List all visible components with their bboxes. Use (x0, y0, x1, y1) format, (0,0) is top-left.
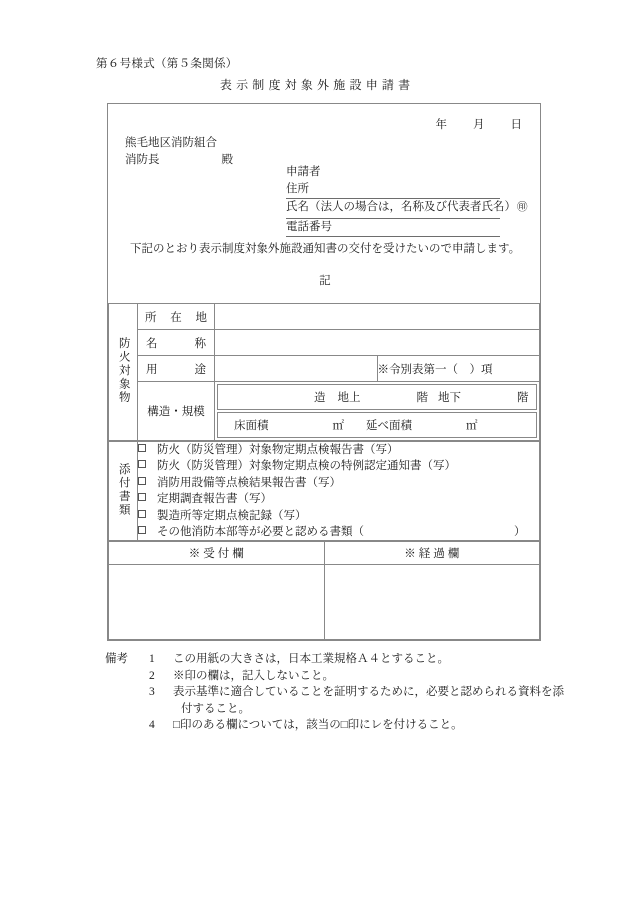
name-label-cell (138, 330, 215, 356)
applicant-name-field[interactable] (286, 199, 528, 219)
structure-line-cell[interactable] (217, 384, 537, 410)
area-line-row (217, 412, 537, 438)
building-side-label-cell (109, 304, 138, 441)
progress-column-label: ※経過欄 (404, 548, 463, 561)
floor-area-label: 床面積 (234, 420, 269, 432)
document-title: 表示制度対象外施設申請書 (219, 78, 415, 92)
list-item[interactable] (138, 458, 539, 474)
addressee-block (125, 135, 233, 169)
attachment-label-prefix: その他消防本部等が必要と認める書類（ (157, 526, 364, 539)
list-item[interactable] (138, 491, 539, 507)
use-label: 用途 (146, 363, 206, 376)
remarks-spacer (105, 684, 149, 701)
form-number: 第６号様式（第５条関係） (96, 58, 238, 70)
applicant-label: 申請者 (286, 166, 321, 178)
checkbox-icon[interactable] (138, 477, 146, 485)
office-body-row (109, 565, 540, 640)
remarks-item-3 (105, 684, 565, 701)
addressee-honorific: 殿 (221, 154, 233, 166)
date-line (436, 116, 523, 132)
checkbox-icon[interactable] (138, 493, 146, 501)
below-ground-label: 地下 (438, 392, 461, 404)
use-label-cell (138, 356, 215, 382)
office-use-table (108, 541, 540, 640)
attachments-side-label: 添付書類 (117, 462, 130, 517)
location-label: 所在地 (145, 311, 207, 324)
floor-unit-below: 階 (517, 392, 529, 404)
structure-subtable (215, 382, 539, 440)
attachments-table (108, 441, 540, 541)
attachment-label: 消防用設備等点検結果報告書（写） (157, 476, 341, 489)
receipt-column-header (109, 542, 325, 565)
attachments-side-label-cell (109, 442, 138, 541)
attachments-list-cell (138, 442, 540, 541)
remarks-text: この用紙の大きさは，日本工業規格Ａ４とすること。 (173, 653, 449, 665)
remarks-number: 1 (149, 653, 155, 665)
table-row-use (109, 356, 540, 382)
remarks-spacer (105, 668, 149, 685)
receipt-column-label: ※受付欄 (188, 548, 247, 561)
main-form-box (107, 103, 541, 641)
remarks-text: □印のある欄については，該当の□印にレを付けること。 (173, 719, 463, 732)
remarks-number: 3 (149, 686, 155, 699)
name-label: 名称 (146, 337, 206, 350)
building-side-label: 防火対象物 (117, 336, 130, 405)
floor-unit-above: 階 (416, 392, 428, 404)
request-statement: 下記のとおり表示制度対象外施設通知書の交付を受けたいので申請します。 (130, 243, 521, 255)
progress-column-body[interactable] (324, 565, 540, 640)
location-input-cell[interactable] (215, 304, 540, 330)
date-year: 年 (435, 119, 447, 131)
applicant-address-label: 住所 (286, 182, 309, 195)
building-table (108, 303, 540, 441)
structure-label-cell (138, 382, 215, 441)
list-item[interactable] (138, 475, 539, 491)
remarks-number: 4 (149, 719, 155, 732)
remarks-item-3-continuation: 付すること。 (181, 702, 250, 715)
list-item[interactable] (138, 524, 539, 540)
attachment-label: 防火（防災管理）対象物定期点検の特例認定通知書（写） (157, 460, 456, 473)
seal-icon: ㊞ (517, 202, 528, 213)
remarks-text: ※印の欄は，記入しないこと。 (173, 669, 334, 682)
table-row-location (109, 304, 540, 330)
table-row-structure (109, 382, 540, 441)
remarks-text: 表示基準に適合していることを証明するために，必要と認められる資料を添 (173, 686, 564, 699)
office-header-row (109, 542, 540, 565)
ki-mark: 記 (319, 275, 331, 287)
receipt-column-body[interactable] (109, 565, 325, 640)
total-area-unit: ㎡ (466, 420, 478, 432)
checkbox-icon[interactable] (138, 510, 146, 518)
intro-block (108, 104, 540, 303)
list-item[interactable] (138, 508, 539, 524)
addressee-title: 消防長 (125, 154, 160, 166)
remarks-label: 備考 (105, 653, 128, 665)
remarks-item-4 (105, 717, 565, 734)
attachment-label: 製造所等定期点検記録（写） (157, 509, 307, 522)
progress-column-header (324, 542, 540, 565)
construction-unit: 造 (314, 392, 326, 404)
table-row-attachments (109, 442, 540, 541)
area-line-cell[interactable] (217, 412, 537, 438)
checkbox-icon[interactable] (138, 460, 146, 468)
structure-label: 構造・規模 (147, 406, 205, 418)
remarks-item-2 (105, 668, 565, 685)
addressee-organization: 熊毛地区消防組合 (125, 137, 217, 149)
remarks-item-1 (105, 651, 565, 668)
applicant-phone-label: 電話番号 (286, 220, 332, 233)
applicant-address-field[interactable] (286, 181, 500, 200)
floor-area-unit: ㎡ (332, 420, 344, 432)
table-row-name (109, 330, 540, 356)
attachment-label: 定期調査報告書（写） (157, 493, 272, 506)
total-area-label: 延べ面積 (366, 420, 412, 432)
addressee-title-row (125, 152, 233, 169)
use-note: ※令別表第一（ ）項 (377, 363, 493, 376)
checkbox-icon[interactable] (138, 444, 146, 452)
name-input-cell[interactable] (215, 330, 540, 356)
remarks-spacer (105, 717, 149, 734)
date-day: 日 (510, 119, 522, 131)
attachment-label: 防火（防災管理）対象物定期点検報告書（写） (157, 444, 399, 456)
location-label-cell (138, 304, 215, 330)
use-note-cell (377, 356, 540, 382)
remarks-number: 2 (149, 669, 155, 682)
applicant-name-label: 氏名（法人の場合は，名称及び代表者氏名） (286, 201, 516, 213)
above-ground-label: 地上 (337, 392, 361, 404)
applicant-phone-field[interactable] (286, 219, 500, 238)
remarks-block (105, 651, 565, 734)
attachment-label-suffix: ） (514, 526, 526, 539)
structure-line-row (217, 384, 537, 410)
use-input-cell[interactable] (215, 356, 378, 382)
date-month: 月 (473, 119, 485, 131)
applicant-block (286, 164, 528, 237)
checkbox-icon[interactable] (138, 526, 146, 534)
list-item[interactable] (138, 442, 539, 458)
structure-compound-cell (215, 382, 540, 441)
